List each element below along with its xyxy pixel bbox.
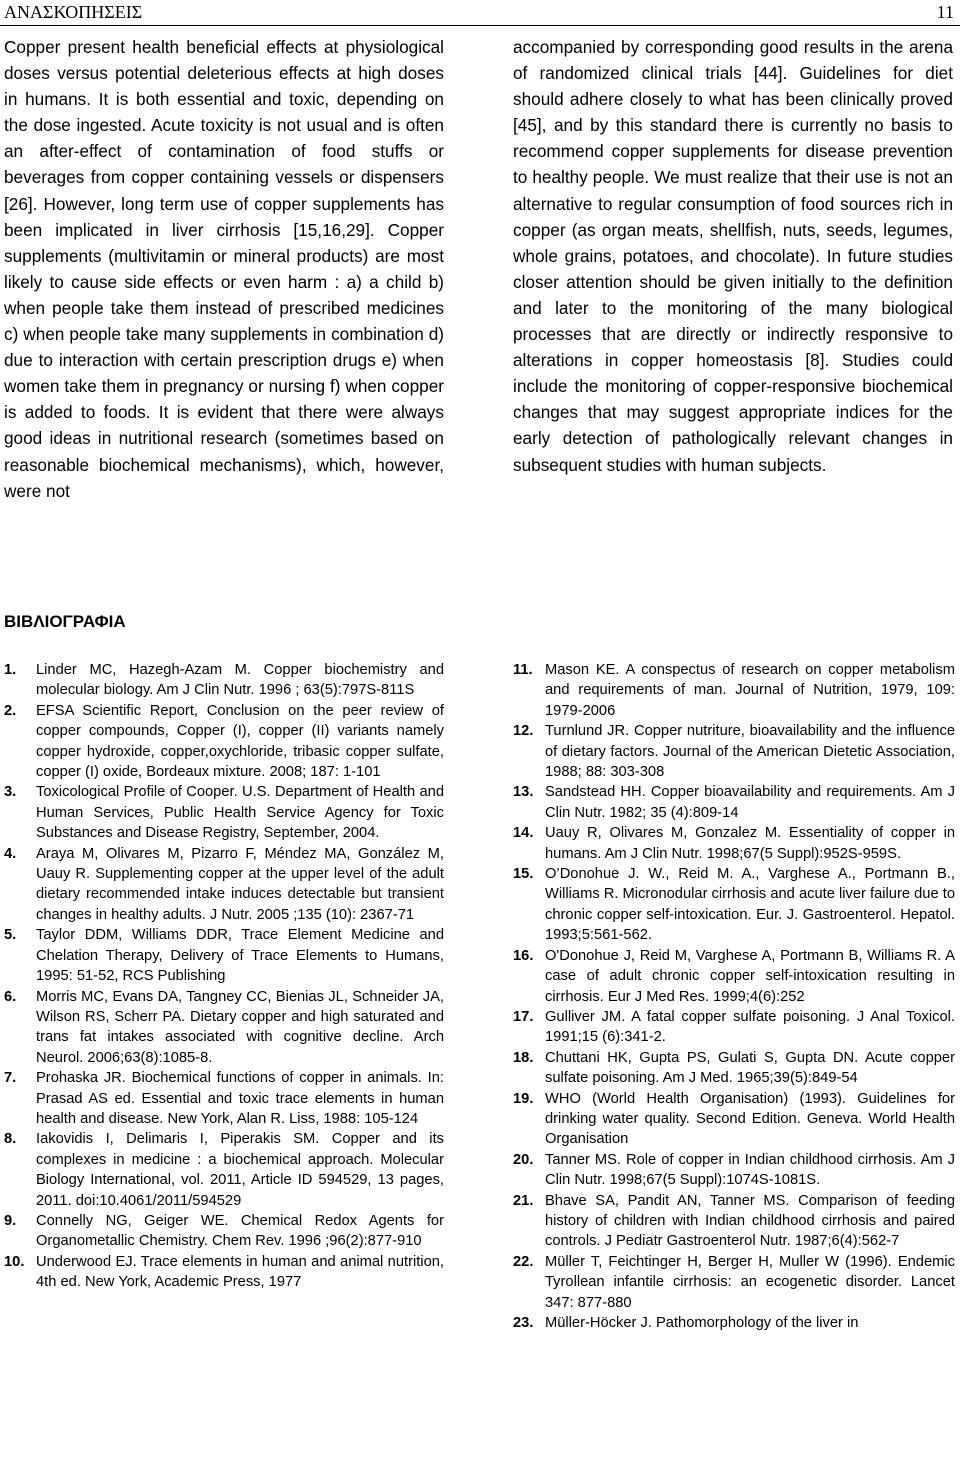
reference-item	[513, 1191, 955, 1252]
reference-number: 23.	[513, 1315, 534, 1331]
reference-number: 11.	[513, 662, 533, 678]
reference-text: Morris MC, Evans DA, Tangney CC, Bienias JL, Schneider JA, Wilson RS, Scherr PA. Dietary copper and high saturated and trans fat intakes associated with cognitive decline. Arch Neurol. 2006;63(8):1085-8.	[36, 988, 444, 1066]
reference-item	[513, 946, 955, 1007]
reference-number: 19.	[513, 1090, 534, 1107]
reference-text: Linder MC, Hazegh-Azam M. Copper biochemistry and molecular biology. Am J Clin Nutr. 1996 ; 63(5):797S-811S	[36, 662, 444, 699]
reference-number: 14.	[513, 825, 534, 842]
body-column-left	[4, 34, 444, 504]
reference-item	[513, 1313, 955, 1333]
reference-item	[4, 844, 444, 926]
reference-text: Gulliver JM. A fatal copper sulfate poisoning. J Anal Toxicol. 1991;15 (6):341-2.	[545, 1008, 955, 1046]
reference-number: 1.	[4, 662, 17, 678]
page-number: 11	[936, 2, 954, 22]
body-paragraph-right: accompanied by corresponding good results in the arena of randomized clinical trials [44]. Guidelines for diet should adhere closely to what has been clinically proved [45], and by this standard there is currently no basis to recommend copper supplements for disease prevention to healthy people. We must realize that their use is not an alternative to regular consumption of food sources rich in copper (as organ meats, shellfish, nuts, seeds, legumes, whole grains, potatoes, and chocolate). In future studies closer attention should be given initially to the definition and later to the monitoring of the many biological processes that are directly or indirectly responsive to alterations in copper homeostasis [8]. Studies could include the monitoring of copper-responsive biochemical changes that may suggest appropriate indices for the early detection of pathologically relevant changes in subsequent studies with human subjects.	[513, 37, 953, 475]
reference-text: Bhave SA, Pandit AN, Tanner MS. Comparison of feeding history of children with Indian childhood cirrhosis and paired controls. J Pediatr Gastroenterol Nutr. 1987;6(4):562-7	[545, 1192, 955, 1250]
reference-number: 13.	[513, 784, 534, 801]
reference-text: Müller T, Feichtinger H, Berger H, Muller W (1996). Endemic Tyrollean infantile cirrhosis: an ecogenetic disorder. Lancet 347: 877-880	[545, 1253, 955, 1311]
reference-item	[4, 701, 444, 783]
references-list-right	[513, 660, 955, 1333]
reference-number: 3.	[4, 784, 17, 801]
reference-text: Mason KE. A conspectus of research on copper metabolism and requirements of man. Journal of Nutrition, 1979, 109: 1979-2006	[545, 662, 955, 719]
reference-item	[4, 987, 444, 1069]
reference-number: 10.	[4, 1253, 25, 1270]
reference-number: 2.	[4, 702, 17, 719]
reference-number: 16.	[513, 947, 534, 964]
reference-text: Chuttani HK, Gupta PS, Gulati S, Gupta DN. Acute copper sulfate poisoning. Am J Med. 1965;39(5):849-54	[545, 1049, 955, 1087]
references-heading: ΒΙΒΛΙΟΓΡΑΦΙΑ	[4, 612, 126, 631]
references-list-left	[4, 660, 444, 1293]
reference-item	[4, 1068, 444, 1129]
reference-text: Müller-Höcker J. Pathomorphology of the liver in	[545, 1315, 859, 1331]
body-column-right	[513, 34, 953, 478]
reference-text: O'Donohue J, Reid M, Varghese A, Portmann B, Williams R. A case of adult chronic copper self-intoxication resulting in cirrhosis. Eur J Med Res. 1999;4(6):252	[545, 947, 955, 1005]
reference-number: 9.	[4, 1212, 17, 1229]
reference-item	[513, 660, 955, 721]
reference-text: Uauy R, Olivares M, Gonzalez M. Essentiality of copper in humans. Am J Clin Nutr. 1998;67(5 Suppl):952S-959S.	[545, 825, 955, 862]
reference-item	[513, 823, 955, 864]
reference-text: Underwood EJ. Trace elements in human and animal nutrition, 4th ed. New York, Academic Press, 1977	[36, 1253, 444, 1291]
reference-item	[513, 721, 955, 782]
reference-text: Taylor DDM, Williams DDR, Trace Element Medicine and Chelation Therapy, Delivery of Trace Elements to Humans, 1995: 51-52, RCS Publishing	[36, 927, 444, 985]
reference-item	[513, 1007, 955, 1048]
reference-number: 21.	[513, 1192, 534, 1209]
reference-number: 4.	[4, 845, 17, 862]
reference-number: 22.	[513, 1253, 534, 1270]
section-title: ΑΝΑΣΚΟΠΗΣΕΙΣ	[4, 2, 143, 22]
reference-text: Connelly NG, Geiger WE. Chemical Redox Agents for Organometallic Chemistry. Chem Rev. 1996 ;96(2):877-910	[36, 1212, 444, 1250]
reference-text: Araya M, Olivares M, Pizarro F, Méndez MA, González M, Uauy R. Supplementing copper at the upper level of the adult dietary recommended intake induces detectable but transient changes in healthy adults. J Nutr. 2005 ;135 (10): 2367-71	[36, 845, 444, 923]
reference-text: Prohaska JR. Biochemical functions of copper in animals. In: Prasad AS ed. Essential and toxic trace elements in human health and disease. New York, Alan R. Liss, 1988: 105-124	[36, 1070, 444, 1127]
reference-item	[513, 782, 955, 823]
reference-item	[4, 1129, 444, 1211]
reference-number: 6.	[4, 988, 17, 1005]
reference-text: WHO (World Health Organisation) (1993). Guidelines for drinking water quality. Second Edition. Geneva. World Health Organisation	[545, 1090, 955, 1148]
reference-item	[513, 1089, 955, 1150]
page-header	[0, 0, 960, 26]
reference-item	[4, 925, 444, 986]
reference-item	[513, 1150, 955, 1191]
reference-text: Turnlund JR. Copper nutriture, bioavailability and the influence of dietary factors. Journal of the American Dietetic Association, 1988; 88: 303-308	[545, 723, 955, 781]
reference-item	[4, 782, 444, 843]
reference-number: 15.	[513, 866, 534, 883]
reference-text: Sandstead HH. Copper bioavailability and requirements. Am J Clin Nutr. 1982; 35 (4):809-14	[545, 784, 955, 821]
reference-text: Tanner MS. Role of copper in Indian childhood cirrhosis. Am J Clin Nutr. 1998;67(5 Suppl):1074S-1081S.	[545, 1151, 955, 1189]
reference-item	[4, 660, 444, 701]
header-rule	[0, 25, 960, 26]
reference-item	[513, 1252, 955, 1313]
reference-text: O’Donohue J. W., Reid M. A., Varghese A., Portmann B., Williams R. Micronodular cirrhosis and acute liver failure due to chronic copper self-intoxication. Eur. J. Gastroenterol. Hepatol. 1993;5:561-562.	[545, 866, 955, 944]
reference-item	[513, 864, 955, 946]
reference-item	[4, 1252, 444, 1293]
reference-number: 18.	[513, 1049, 534, 1066]
reference-number: 8.	[4, 1131, 17, 1148]
reference-text: Toxicological Profile of Cooper. U.S. Department of Health and Human Services, Public Health Service Agency for Toxic Substances and Disease Registry, September, 2004.	[36, 784, 444, 842]
reference-text: EFSA Scientific Report, Conclusion on the peer review of copper compounds, Copper (I), copper (II) variants namely copper hydroxide, copper,oxychloride, tribasic copper sulfate, copper (I) oxide, Bordeaux mixture. 2008; 187: 1-101	[36, 702, 444, 781]
reference-item	[513, 1048, 955, 1089]
reference-number: 12.	[513, 723, 534, 740]
reference-number: 7.	[4, 1070, 17, 1087]
reference-number: 20.	[513, 1151, 534, 1168]
reference-text: Iakovidis I, Delimaris I, Piperakis SM. Copper and its complexes in medicine : a biochemical approach. Molecular Biology International, vol. 2011, Article ID 594529, 13 pages, 2011. doi:10.4061/2011/594529	[36, 1131, 444, 1209]
reference-number: 17.	[513, 1008, 534, 1025]
reference-number: 5.	[4, 927, 17, 944]
body-paragraph-left: Copper present health beneficial effects at physiological doses versus potential deleterious effects at high doses in humans. It is both essential and toxic, depending on the dose ingested. Acute toxicity is not usual and is often an after-effect of contamination of food stuffs or beverages from copper containing vessels or dispensers [26]. However, long term use of copper supplements has been implicated in liver cirrhosis [15,16,29]. Copper supplements (multivitamin or mineral products) are most likely to cause side effects or even harm : a) a child b) when people take them instead of prescribed medicines c) when people take many supplements in combination d) due to interaction with certain prescription drugs e) when women take them in pregnancy or nursing f) when copper is added to foods. It is evident that there were always good ideas in nutritional research (sometimes based on reasonable biochemical mechanisms), which, however, were not	[4, 37, 444, 501]
reference-item	[4, 1211, 444, 1252]
